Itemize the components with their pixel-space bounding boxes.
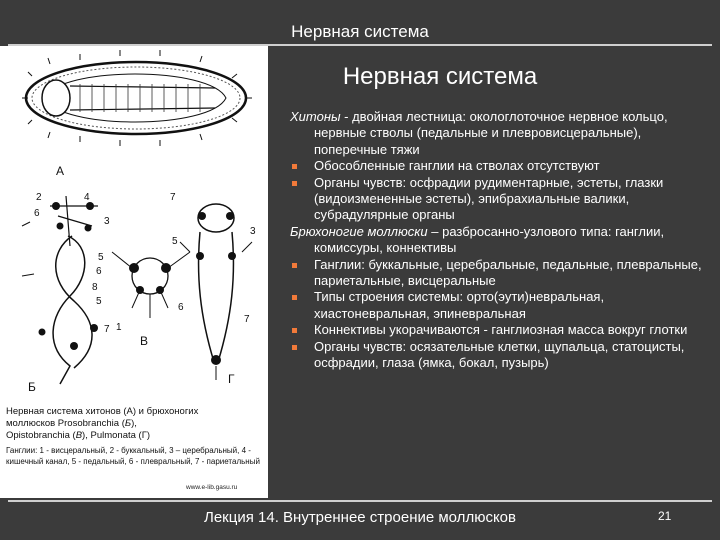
- paragraph-text: – разбросанно-узлового типа: ганглии, комиссуры, коннективы: [314, 223, 665, 256]
- paragraph-lead: Брюхоногие моллюски: [290, 223, 428, 239]
- fig-number: 6: [34, 208, 40, 219]
- fig-number: 3: [250, 226, 256, 237]
- source-site: www.e-lib.gasu.ru: [186, 484, 238, 491]
- bullet-item: [286, 322, 704, 338]
- bullet-text: Ганглии: буккальные, церебральные, педальные, плевральные, париетальные, висцеральные: [314, 256, 702, 289]
- figure-panel: [0, 46, 268, 498]
- ganglion: [226, 212, 234, 220]
- fig-number: 5: [96, 296, 102, 307]
- bullet-icon: [292, 295, 297, 300]
- bullet-item: [286, 339, 704, 372]
- ganglion: [85, 225, 92, 232]
- fig-number: 7: [244, 314, 250, 325]
- ganglion: [196, 252, 204, 260]
- prosobranch-cross-cords: [53, 236, 92, 384]
- ganglion: [39, 329, 46, 336]
- ganglion: [86, 202, 94, 210]
- caption-line: Нервная система хитонов (А) и брюхоногих: [6, 406, 199, 417]
- label-b: Б: [28, 380, 36, 394]
- page-number: 21: [658, 509, 672, 523]
- fig-number: 7: [170, 192, 176, 203]
- footer-title: Лекция 14. Внутреннее строение моллюсков: [204, 509, 516, 526]
- fig-number: 5: [172, 236, 178, 247]
- pulmonate-cords: [199, 232, 234, 362]
- bullet-text: Коннективы укорачиваются - ганглиозная масса вокруг глотки: [314, 322, 688, 338]
- bullet-text: Органы чувств: осязательные клетки, щупальца, статоцисты, осфрадии, глаза (ямка, бокал, пузырь): [314, 338, 685, 371]
- fig-number: 8: [92, 282, 98, 293]
- label-g: Г: [228, 372, 235, 386]
- label-a: А: [56, 164, 65, 178]
- bullet-icon: [292, 328, 297, 333]
- bullet-item: [286, 289, 704, 322]
- bullet-text: Обособленные ганглии на стволах отсутствуют: [314, 158, 600, 174]
- ganglion: [57, 223, 64, 230]
- bullet-icon: [292, 263, 297, 268]
- caption-part: моллюсков Prosobranchia (: [6, 418, 125, 429]
- figure-legend: Ганглии: 1 - висцеральный, 2 - буккальный, 3 – церебральный, 4 - кишечный канал, 5 - педальный, 6 - плевральный, 7 - париетальный: [6, 446, 260, 466]
- bullet-icon: [292, 181, 297, 186]
- caption-line: [6, 418, 262, 430]
- bullet-item: [286, 158, 704, 174]
- caption-part: Opistobranchia (: [6, 430, 76, 441]
- paragraph-chitons: [286, 109, 704, 158]
- caption-part: ),: [131, 418, 137, 429]
- bullet-icon: [292, 345, 297, 350]
- bullet-icon: [292, 164, 297, 169]
- label-v: В: [140, 334, 149, 348]
- caption-part: ), Pulmonata (Г): [82, 430, 151, 441]
- ganglion: [90, 324, 98, 332]
- slide-title: Нервная система: [342, 63, 538, 90]
- fig-number: 2: [36, 192, 42, 203]
- ganglion: [198, 212, 206, 220]
- paragraph-lead: Хитоны: [290, 109, 341, 124]
- ganglion: [70, 342, 78, 350]
- bullet-item: [286, 175, 704, 224]
- figure-caption: [6, 406, 262, 442]
- ganglion: [211, 355, 221, 365]
- fig-number: 1: [116, 322, 122, 333]
- header-title: Нервная система: [291, 22, 429, 41]
- bottom-rule: [8, 500, 712, 502]
- paragraph-text: - двойная лестница: окологлоточное нервное кольцо, нервные стволы (педальные и плевровисцеральные), поперечные тяжи: [314, 109, 668, 157]
- fig-number: 6: [178, 302, 184, 313]
- bullet-text: Органы чувств: осфрадии рудиментарные, эстеты, глазки (видоизмененные эстеты), эпибрахиальные валики, субрадулярные органы: [314, 174, 664, 223]
- prosobranch-lateral-nerves: [22, 222, 34, 276]
- fig-number: 3: [104, 216, 110, 227]
- ganglion: [129, 263, 139, 273]
- fig-number: 6: [96, 266, 102, 277]
- caption-part: В: [75, 430, 83, 441]
- ganglion: [52, 202, 60, 210]
- chiton-head: [42, 80, 70, 116]
- fig-number: 7: [104, 324, 110, 335]
- ganglion: [228, 252, 236, 260]
- paragraph-gastropods: [286, 224, 704, 257]
- fig-number: 4: [84, 192, 90, 203]
- bullet-text: Типы строения системы: орто(эути)невральная, хиастоневральная, эпиневральная: [314, 289, 605, 321]
- ganglion: [161, 263, 171, 273]
- bullet-item: [286, 257, 704, 290]
- caption-line: [6, 430, 262, 442]
- fig-number: 5: [98, 252, 104, 263]
- caption-part: Б: [124, 418, 132, 429]
- slide-content: [286, 109, 704, 372]
